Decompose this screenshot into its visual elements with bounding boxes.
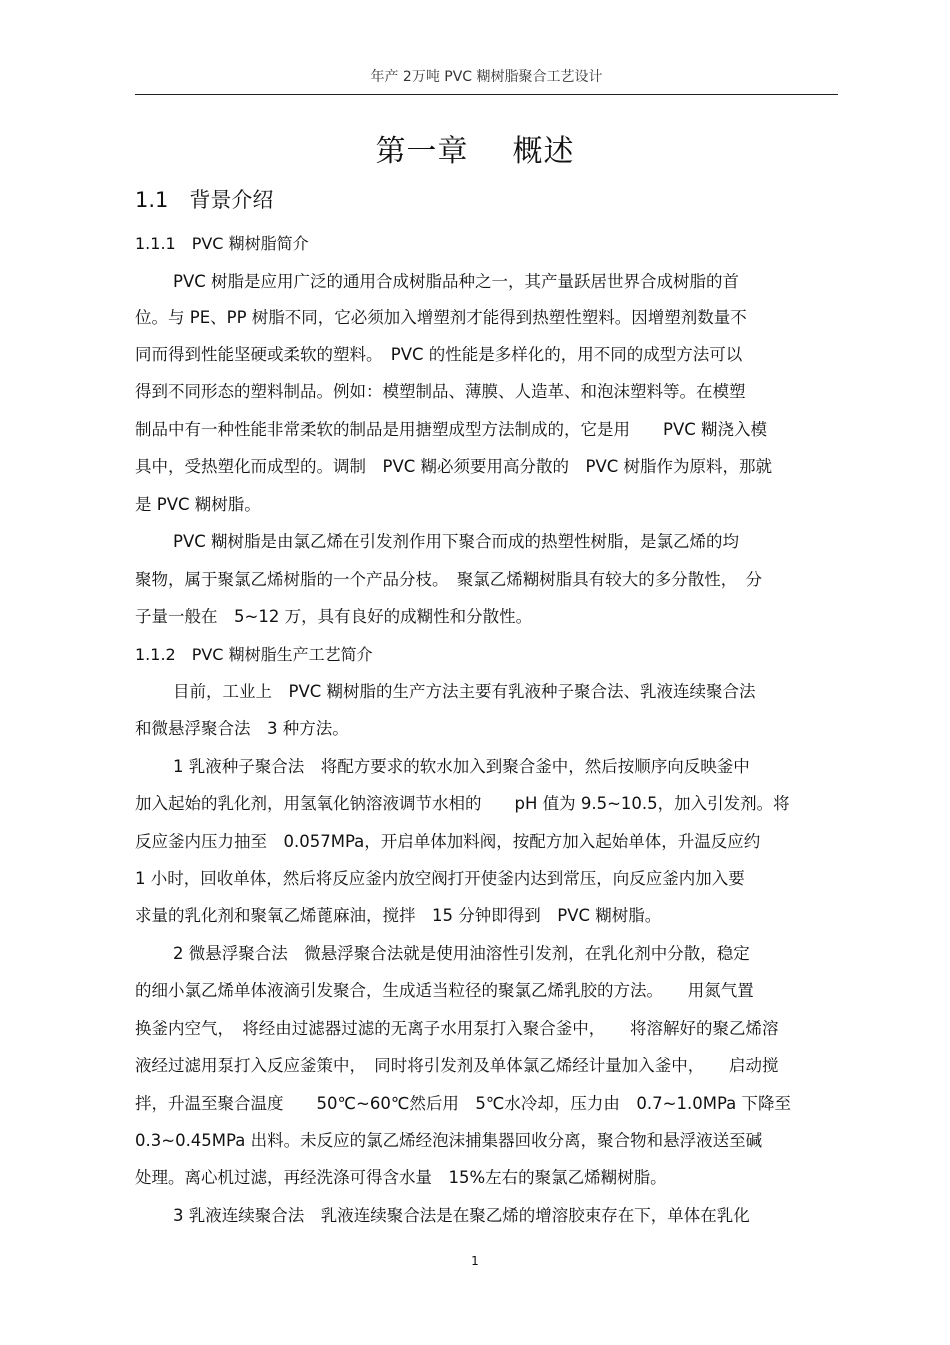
paragraph-line: 3 乳液连续聚合法 乳液连续聚合法是在聚乙烯的增溶胶束存在下，单体在乳化 [173, 1206, 750, 1225]
chapter-name: 概述 [512, 134, 575, 169]
paragraph-line: 反应釜内压力抽至 0.057MPa，开启单体加料阀，按配方加入起始单体，升温反应约 [135, 832, 761, 851]
paragraph-line: 是 PVC 糊树脂。 [135, 495, 261, 514]
paragraph-line: 的细小氯乙烯单体液滴引发聚合，生成适当粒径的聚氯乙烯乳胶的方法。 用氮气置 [135, 981, 754, 1000]
paragraph-line: 0.3~0.45MPa 出料。未反应的氯乙烯经泡沫捕集器回收分离，聚合物和悬浮液送至碱 [135, 1131, 763, 1150]
chapter-number: 第一章 [375, 134, 469, 169]
paragraph-line: PVC 糊树脂是由氯乙烯在引发剂作用下聚合而成的热塑性树脂，是氯乙烯的均 [173, 532, 740, 551]
paragraph-line: 同而得到性能坚硬或柔软的塑料。 PVC 的性能是多样化的，用不同的成型方法可以 [135, 345, 743, 364]
running-header: 年产 2万吨 PVC 糊树脂聚合工艺设计 [370, 69, 603, 85]
paragraph-line: 处理。离心机过滤，再经洗涤可得含水量 15%左右的聚氯乙烯糊树脂。 [135, 1168, 667, 1187]
header-rule [135, 94, 838, 95]
subsection-heading-2: 1.1.2 PVC 糊树脂生产工艺简介 [135, 645, 373, 664]
paragraph-line: 和微悬浮聚合法 3 种方法。 [135, 719, 349, 738]
paragraph-line: 子量一般在 5~12 万，具有良好的成糊性和分散性。 [135, 607, 533, 626]
paragraph-line: 聚物，属于聚氯乙烯树脂的一个产品分枝。 聚氯乙烯糊树脂具有较大的多分散性， 分 [135, 570, 762, 589]
paragraph-line: 位。与 PE、PP 树脂不同，它必须加入增塑剂才能得到热塑性塑料。因增塑剂数量不 [135, 308, 747, 327]
paragraph-line: 换釜内空气， 将经由过滤器过滤的无离子水用泵打入聚合釜中， 将溶解好的聚乙烯溶 [135, 1019, 779, 1038]
paragraph-line: 2 微悬浮聚合法 微悬浮聚合法就是使用油溶性引发剂，在乳化剂中分散，稳定 [173, 944, 750, 963]
paragraph-line: 拌，升温至聚合温度 50℃~60℃然后用 5℃水冷却，压力由 0.7~1.0MPa 下降至 [135, 1094, 792, 1113]
section-heading: 1.1 背景介绍 [135, 188, 274, 212]
chapter-title [0, 126, 950, 170]
paragraph-line: 1 乳液种子聚合法 将配方要求的软水加入到聚合釜中，然后按顺序向反映釜中 [173, 757, 750, 776]
paragraph-line: 加入起始的乳化剂，用氢氧化钠溶液调节水相的 pH 值为 9.5~10.5，加入引发剂。将 [135, 794, 790, 813]
paragraph-line: 得到不同形态的塑料制品。例如：模塑制品、薄膜、人造革、和泡沫塑料等。在模塑 [135, 382, 746, 401]
paragraph-line: 1 小时，回收单体，然后将反应釜内放空阀打开使釜内达到常压，向反应釜内加入要 [135, 869, 745, 888]
paragraph-line: 求量的乳化剂和聚氧乙烯蓖麻油，搅拌 15 分钟即得到 PVC 糊树脂。 [135, 906, 662, 925]
subsection-heading-1: 1.1.1 PVC 糊树脂简介 [135, 234, 309, 253]
paragraph-line: 液经过滤用泵打入反应釜策中， 同时将引发剂及单体氯乙烯经计量加入釜中， 启动搅 [135, 1056, 779, 1075]
paragraph-line: 具中，受热塑化而成型的。调制 PVC 糊必须要用高分散的 PVC 树脂作为原料，那就 [135, 457, 773, 476]
paragraph-line: 目前，工业上 PVC 糊树脂的生产方法主要有乳液种子聚合法、乳液连续聚合法 [173, 682, 756, 701]
paragraph-line: 制品中有一种性能非常柔软的制品是用搪塑成型方法制成的，它是用 PVC 糊浇入模 [135, 420, 768, 439]
paragraph-line: PVC 树脂是应用广泛的通用合成树脂品种之一，其产量跃居世界合成树脂的首 [173, 272, 740, 291]
page-number: 1 [471, 1254, 479, 1268]
